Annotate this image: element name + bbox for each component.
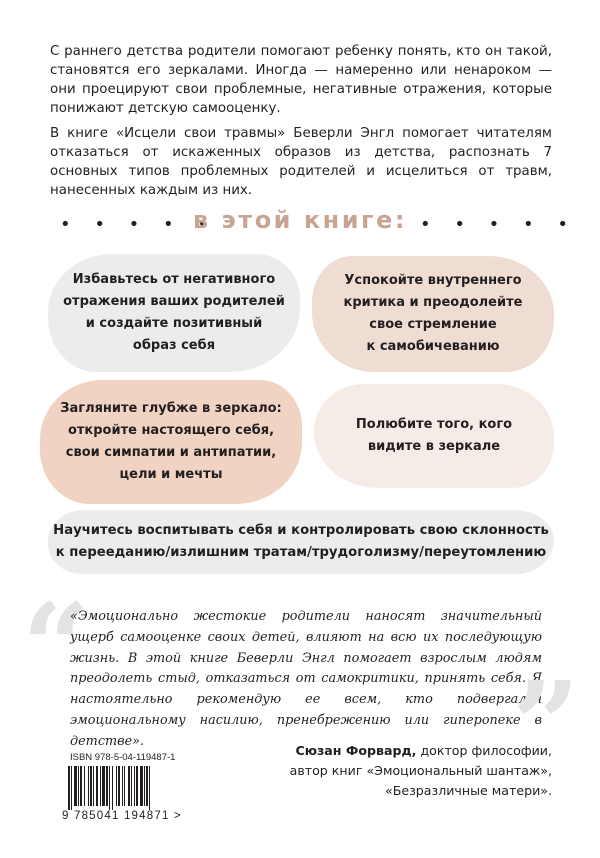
benefit-text-3: Загляните глубже в зеркало: откройте настоящего себя, свои симпатии и антипатии, цели и мечты: [60, 401, 282, 482]
decorative-dots-left: • • • • •: [60, 214, 217, 235]
benefit-blob-1: [48, 254, 300, 372]
author-name: Сюзан Форвард,: [295, 743, 417, 758]
author-books-line-2: «Безразличные матери».: [385, 783, 552, 798]
author-books-line-1: автор книг «Эмоциональный шантаж»,: [289, 763, 552, 778]
barcode-digits: 9 785041 194871 >: [62, 810, 182, 822]
section-header: [0, 202, 600, 242]
benefit-text-1: Избавьтесь от негативного отражения ваших родителей и создайте позитивный образ себя: [63, 272, 285, 353]
testimonial-quote: «Эмоционально жестокие родители наносят значительный ущерб самооценке своих детей, влияют на всю их последующую жизнь. В этой книге Беверли Энгл помогает взрослым людям преодолеть стыд, отказаться от самокритики, принять себя. Я настоятельно рекомендую ее всем, кто подвергался эмоциональному насилию, пренебрежению или гиперопеке в детстве».: [70, 609, 542, 749]
benefit-text-4: Полюбите того, кого видите в зеркале: [355, 417, 513, 454]
close-quote-mark: ”: [512, 655, 580, 794]
benefit-blob-4: [314, 384, 554, 488]
open-quote-mark: “: [22, 577, 90, 716]
benefit-text-5: Научитесь воспитывать себя и контролировать свою склонность к перееданию/излишним тратам/трудоголизму/переутомлению: [53, 523, 549, 560]
isbn-label: ISBN 978-5-04-119487-1: [70, 752, 176, 763]
decorative-dots-right: • • • • •: [420, 214, 577, 235]
intro-paragraph-1: С раннего детства родители помогают ребенку понять, кто он такой, становятся его зеркалами. Иногда — намеренно или ненароком — они проецируют свои проблемные, негативные отражения, которые понижают детскую самооценку.: [50, 44, 552, 116]
quote-author: [252, 741, 552, 761]
author-title: доктор философии,: [416, 743, 552, 758]
benefit-blob-5: [48, 510, 554, 574]
benefit-blob-3: [40, 380, 302, 504]
benefit-text-2: Успокойте внутреннего критика и преодолейте свое стремление к самобичеванию: [343, 273, 523, 354]
intro-paragraph-2: В книге «Исцели свои травмы» Беверли Энгл помогает читателям отказаться от искаженных образов из детства, распознать 7 основных типов проблемных родителей и исцелиться от травм, нанесенных каждым из них.: [50, 126, 552, 198]
section-title: в этой книге:: [193, 206, 407, 234]
barcode: [66, 766, 184, 810]
benefit-blob-2: [312, 256, 554, 372]
